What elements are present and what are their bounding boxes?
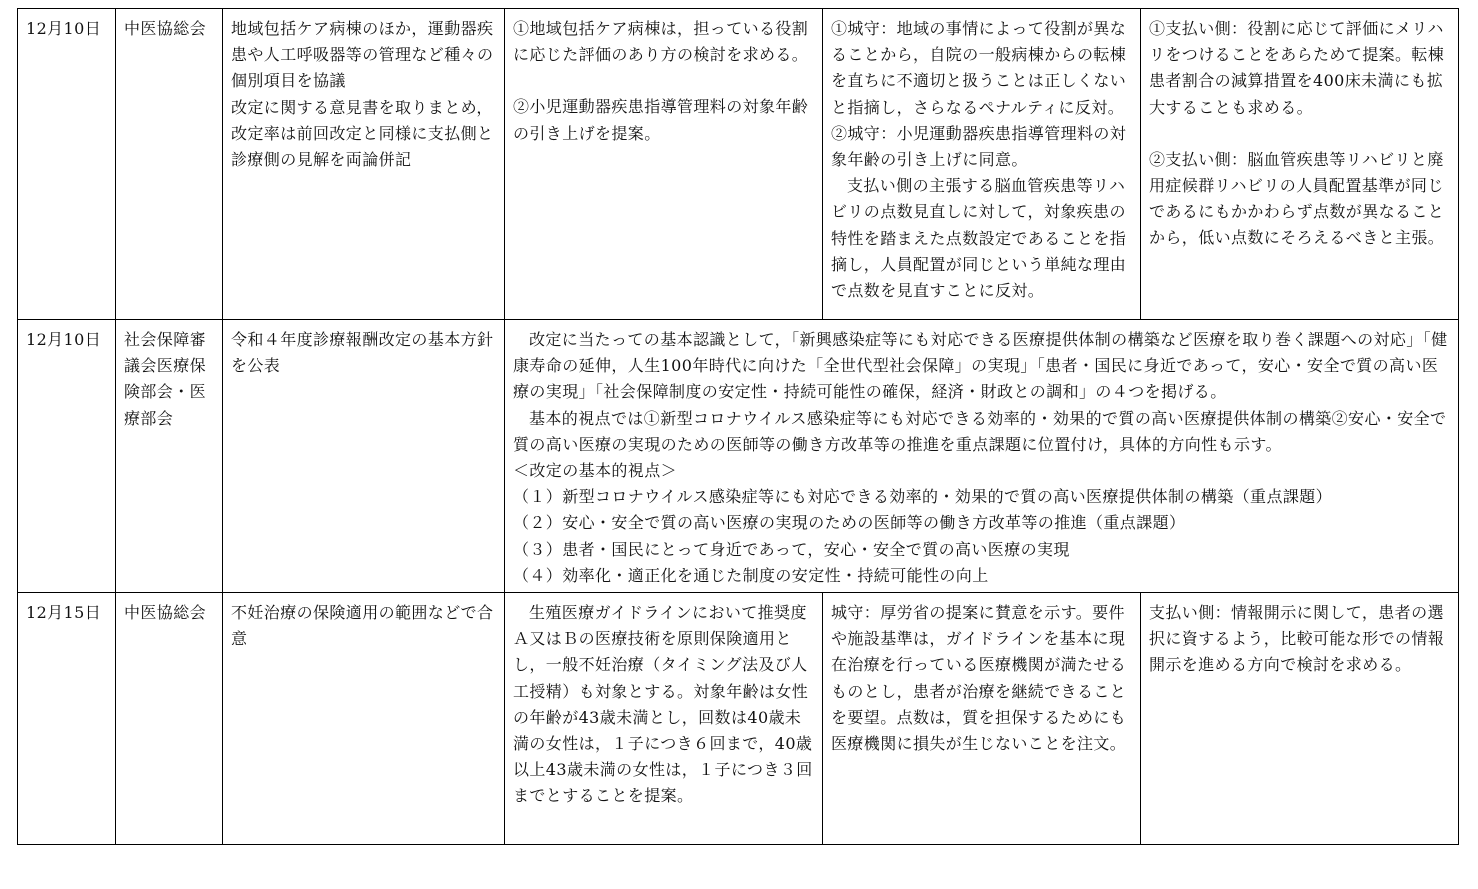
summary-cell [223,9,505,320]
date-cell: 12月10日 [18,320,116,593]
date-cell: 12月15日 [18,593,116,845]
proposal-text: ①地域包括ケア病棟は，担っている役割に応じた評価のあり方の検討を求める。 [513,19,809,65]
summary-cell [223,320,505,593]
organization-cell: 中医協総会 [116,593,223,845]
proposal-cell [505,9,823,320]
viewpoint-item: （４）効率化・適正化を通じた制度の安定性・持続可能性の向上 [513,565,989,585]
policy-detail-text: 改定に当たっての基本認識として，「新興感染症等にも対応できる医療提供体制の構築など医療を取り巻く課題への対応」「健康寿命の延伸，人生100年時代に向けた「全世代型社会保障」の実現」「患者・国民に身近であって，安心・安全で質の高い医療の実現」「社会保障制度の安定性・持続可能性の確保，経済・財政との調和」の４つを掲げる。 [513,330,1448,402]
meeting-record-table [17,8,1459,845]
clinician-opinion-text: ②城守：小児運動器疾患指導管理料の対象年齢の引き上げに同意。 [831,123,1127,170]
proposal-cell [505,593,823,845]
summary-text: 不妊治療の保険適用の範囲などで合意 [231,603,494,649]
date-cell: 12月10日 [18,9,116,320]
table-row [18,320,1459,593]
table-row [18,9,1459,320]
policy-detail-text: 基本的視点では①新型コロナウイルス感染症等にも対応できる効率的・効果的で質の高い医療提供体制の構築②安心・安全で質の高い医療の実現のための医師等の働き方改革等の推進を重点課題に位置付け，具体的方向性も示す。 [513,408,1447,454]
payer-opinion-text: ①支払い側：役割に応じて評価にメリハリをつけることをあらためて提案。転棟患者割合の減算措置を400床未満にも拡大することも求める。 [1149,19,1445,117]
payer-opinion-cell [1141,593,1459,845]
clinician-opinion-text: ①城守：地域の事情によって役割が異なることから，自院の一般病棟からの転棟を直ちに不適切と扱うことは正しくないと指摘し，さらなるペナルティに反対。 [831,19,1127,117]
payer-opinion-text: ②支払い側：脳血管疾患等リハビリと廃用症候群リハビリの人員配置基準が同じであるにもかかわらず点数が異なることから，低い点数にそろえるべきと主張。 [1149,149,1445,248]
clinician-opinion-cell [823,593,1141,845]
summary-text: 改定に関する意見書を取りまとめ，改定率は前回改定と同様に支払側と診療側の見解を両論併記 [231,97,494,170]
viewpoint-item: （１）新型コロナウイルス感染症等にも対応できる効率的・効果的で質の高い医療提供体制の構築（重点課題） [513,487,1333,507]
summary-cell [223,593,505,845]
proposal-text: 生殖医療ガイドラインにおいて推奨度Ａ又はＢの医療技術を原則保険適用とし，一般不妊治療（タイミング法及び人工授精）も対象とする。対象年齢は女性の年齢が43歳未満とし，回数は40歳未満の女性は，１子につき６回まで，40歳以上43歳未満の女性は，１子につき３回までとすることを提案。 [513,603,813,806]
viewpoints-heading: ＜改定の基本的視点＞ [513,461,678,481]
organization-cell: 中医協総会 [116,9,223,320]
proposal-text: ②小児運動器疾患指導管理料の対象年齢の引き上げを提案。 [513,97,809,143]
clinician-opinion-text: 城守：厚労省の提案に賛意を示す。要件や施設基準は，ガイドラインを基本に現在治療を行っている医療機関が満たせるものとし，患者が治療を継続できることを要望。点数は，質を担保するためにも医療機関に損失が生じないことを注文。 [831,603,1127,754]
clinician-opinion-text: 支払い側の主張する脳血管疾患等リハビリの点数見直しに対して，対象疾患の特性を踏まえた点数設定であることを指摘し，人員配置が同じという単純な理由で点数を見直すことに反対。 [831,176,1127,301]
viewpoint-item: （３）患者・国民にとって身近であって，安心・安全で質の高い医療の実現 [513,539,1070,559]
policy-detail-cell [505,320,1459,593]
clinician-opinion-cell [823,9,1141,320]
summary-text: 地域包括ケア病棟のほか，運動器疾患や人工呼吸器等の管理など種々の個別項目を協議 [231,19,494,91]
payer-opinion-cell [1141,9,1459,320]
table-row [18,593,1459,845]
payer-opinion-text: 支払い側：情報開示に関して，患者の選択に資するよう，比較可能な形での情報開示を進める方向で検討を求める。 [1149,603,1445,675]
viewpoint-item: （２）安心・安全で質の高い医療の実現のための医師等の働き方改革等の推進（重点課題） [513,513,1186,533]
summary-text: 令和４年度診療報酬改定の基本方針を公表 [231,330,494,376]
organization-cell: 社会保障審議会医療保険部会・医療部会 [116,320,223,593]
